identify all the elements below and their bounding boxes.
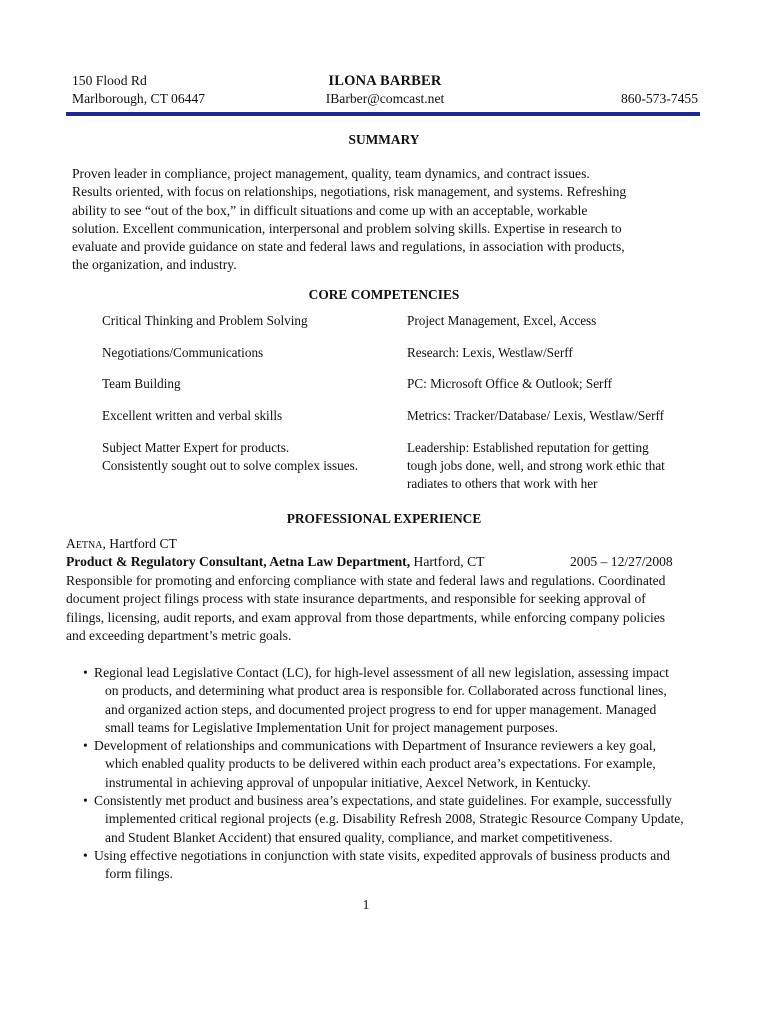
achievement-line: form filings. [105, 866, 173, 882]
competency-text: Metrics: Tracker/Database/ Lexis, Westlaw/Serff [407, 408, 665, 423]
achievement-item [72, 792, 700, 847]
description-line: Responsible for promoting and enforcing compliance with state and federal laws and regulations. Coordinated [66, 573, 666, 588]
employment-dates: 2005 – 12/27/2008 [570, 554, 673, 569]
competency-text: PC: Microsoft Office & Outlook; Serff [407, 376, 612, 391]
achievement-line: instrumental in achieving approval of unpopular initiative, Aexcel Network, in Kentucky. [105, 774, 591, 790]
achievement-item [72, 847, 700, 884]
email-address: IBarber@comcast.net [325, 91, 445, 106]
summary-line: Proven leader in compliance, project management, quality, team dynamics, and contract issues. [72, 166, 590, 181]
job-title: Product & Regulatory Consultant, Aetna Law Department, [66, 554, 411, 569]
competency-text: Consistently sought out to solve complex issues. [102, 458, 359, 473]
competency-text: Negotiations/Communications [102, 345, 264, 360]
bullet-icon: • [83, 847, 88, 863]
description-line: document project filings process with state insurance departments, and responsible for seeking approval of [66, 591, 646, 607]
competency-text: Project Management, Excel, Access [407, 313, 597, 328]
job-location: Hartford, CT [410, 554, 485, 569]
description-line: and exceeding department’s metric goals. [66, 627, 292, 643]
description-line: filings, licensing, audit reports, and exam approval from those departments, while enforcing company policies [66, 609, 666, 625]
achievement-line: small teams for Legislative Implementation Unit for project management purposes. [105, 719, 558, 735]
competency-item [407, 344, 697, 362]
achievement-line: Regional lead Legislative Contact (LC), for high-level assessment of all new legislation, assessing impact [94, 665, 669, 680]
page-number: 1 [362, 897, 370, 912]
competency-item [102, 375, 392, 393]
applicant-name: ILONA BARBER [328, 73, 442, 89]
competency-item [102, 312, 392, 330]
achievement-line: and organized action steps, and documented project progress to end for upper management. Managed [105, 701, 657, 717]
summary-line: solution. Excellent communication, interpersonal and problem solving skills. Expertise in research to [72, 220, 622, 236]
competency-text: Leadership: Established reputation for getting [407, 440, 649, 455]
achievement-line: and Student Blanket Accident) that ensured quality, compliance, and market competitiveness. [105, 829, 613, 845]
competency-text: Excellent written and verbal skills [102, 408, 283, 423]
summary-line: evaluate and provide guidance on state and federal laws and regulations, in association with products, [72, 239, 625, 255]
achievement-item [72, 737, 700, 792]
employer-name: Aetna [66, 536, 103, 551]
job-description [66, 572, 702, 645]
competencies-heading: CORE COMPETENCIES [308, 287, 460, 302]
summary-heading: SUMMARY [348, 132, 420, 147]
competency-item [102, 407, 392, 425]
achievement-list [72, 664, 700, 884]
bullet-icon: • [83, 738, 88, 754]
competency-item [102, 344, 392, 362]
experience-heading: PROFESSIONAL EXPERIENCE [286, 511, 482, 526]
competency-item [102, 439, 392, 475]
competency-item [407, 375, 697, 393]
summary-line: Results oriented, with focus on relationships, negotiations, risk management, and systems. Refreshing [72, 184, 627, 200]
summary-line: the organization, and industry. [72, 257, 237, 273]
competency-text: Critical Thinking and Problem Solving [102, 313, 308, 328]
header-divider [66, 112, 700, 116]
employer-line [66, 535, 177, 553]
address-line-2: Marlborough, CT 06447 [72, 91, 206, 106]
address-line-1: 150 Flood Rd [72, 73, 147, 88]
competency-item [407, 312, 697, 330]
competency-text: radiates to others that work with her [407, 476, 598, 491]
achievement-item [72, 664, 700, 737]
summary-paragraph [72, 165, 702, 275]
competency-item [407, 407, 697, 425]
competency-text: Subject Matter Expert for products. [102, 440, 290, 455]
summary-line: ability to see “out of the box,” in difficult situations and come up with an acceptable, workable [72, 202, 588, 218]
achievement-line: Consistently met product and business area’s expectations, and state guidelines. For example, successfully [94, 793, 672, 809]
bullet-icon: • [83, 665, 88, 680]
contact-header [72, 72, 698, 108]
achievement-line: which enabled quality products to be delivered within each product area’s expectations. For example, [105, 756, 656, 772]
job-title-line [66, 553, 702, 571]
achievement-line: implemented critical regional projects (e.g. Disability Refresh 2008, Strategic Resource Company Update, [105, 811, 684, 827]
bullet-icon: • [83, 793, 88, 809]
competency-text: tough jobs done, well, and strong work ethic that [407, 458, 665, 473]
achievement-line: Development of relationships and communications with Department of Insurance reviewers a key goal, [94, 738, 657, 754]
phone-number: 860-573-7455 [620, 91, 698, 106]
competency-item [407, 439, 697, 493]
competency-text: Team Building [102, 376, 181, 391]
employer-location: , Hartford CT [102, 536, 177, 551]
competency-text: Research: Lexis, Westlaw/Serff [407, 345, 573, 360]
achievement-line: Using effective negotiations in conjunction with state visits, expedited approvals of business products and [94, 847, 670, 863]
achievement-line: on products, and determining what product area is responsible for. Collaborated across functional lines, [105, 683, 667, 699]
